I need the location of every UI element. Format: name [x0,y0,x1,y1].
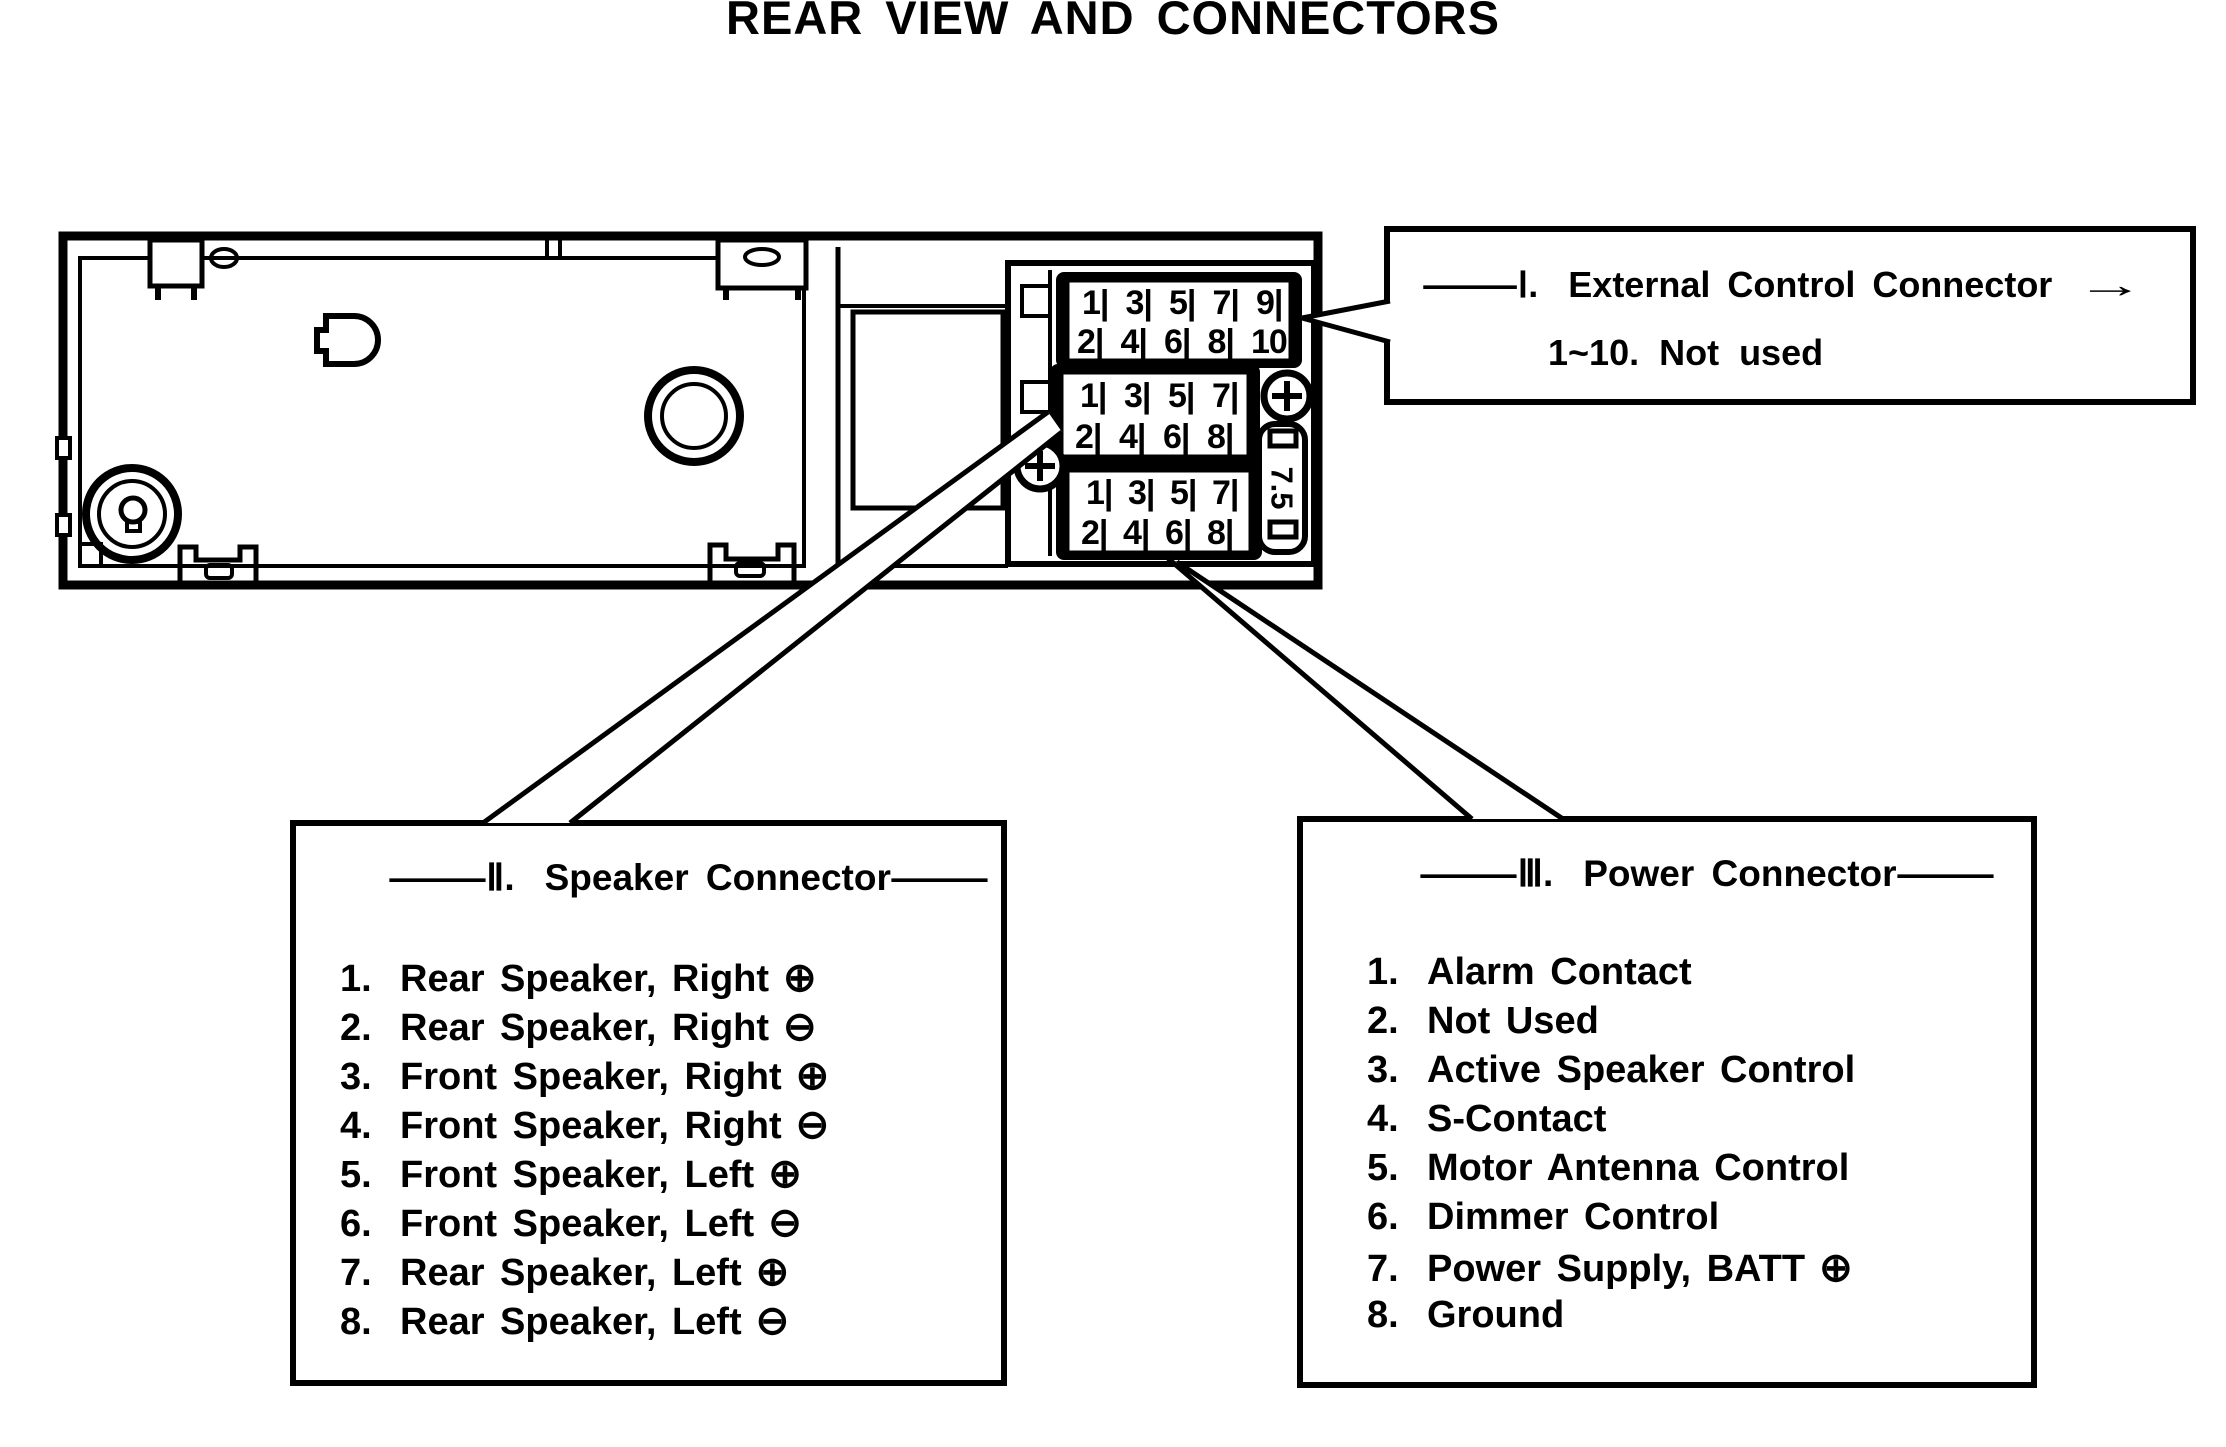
pin-description-row [340,1200,1001,1249]
legend-title-row [336,856,1041,899]
pin-description-row [1367,1196,2031,1245]
pin-description-row [340,1004,1001,1053]
d-shaped-cutout [317,316,378,364]
pin-description-row [1367,1294,2031,1343]
pin-row-number: 4. [340,1105,372,1147]
legend-note: 1~10. Not used [1548,332,1824,373]
pin-number: 10| [1251,323,1296,361]
pin-row-label: Dimmer Control [1427,1196,1720,1238]
pin-row-number: 2. [340,1007,372,1049]
plus-polarity-icon: ⊕ [755,1250,790,1294]
pin-row-number: 3. [340,1056,372,1098]
external-control-connector-legend [1384,226,2196,405]
page-title: REAR VIEW AND CONNECTORS [726,0,1500,44]
screw-icon [1264,373,1310,419]
pin-number: 1| [1086,474,1113,512]
pin-number: 5| [1170,474,1197,512]
pin-number: 4| [1120,323,1147,361]
pin-description-row [340,1249,1001,1298]
dash-decoration: — [1422,264,1517,305]
pin-row-label: S-Contact [1427,1098,1607,1140]
pin-number: 5| [1169,284,1196,322]
pin-number: 3| [1125,284,1152,322]
dash-decoration: — [1896,852,1994,894]
pin-row-label: Power Supply, BATT [1427,1248,1806,1290]
pin-number: 6| [1163,418,1190,456]
pin-number: 1| [1080,377,1107,415]
pin-number: 2| [1077,323,1104,361]
power-connector-legend [1297,816,2037,1388]
pin-number: 7| [1212,377,1239,415]
pin-number: 6| [1165,514,1192,552]
pin-row-label: Ground [1427,1294,1565,1336]
plus-polarity-icon: ⊕ [1819,1246,1853,1290]
fuse-holder [1259,424,1305,552]
pin-description-row [340,1298,1001,1347]
pin-number: 9| [1256,284,1283,322]
speaker-pin-list [340,955,1001,1347]
pin-row-number: 4. [1367,1098,1399,1140]
dash-decoration: — [389,856,486,898]
pin-row-number: 6. [1367,1196,1399,1238]
pin-row-label: Front Speaker, Right [400,1056,782,1098]
pin-number: 6| [1164,323,1191,361]
pin-row-label: Rear Speaker, Left [400,1301,742,1343]
pin-number: 8| [1207,418,1234,456]
pin-number: 4| [1119,418,1146,456]
dash-decoration: — [1420,852,1518,894]
dash-decoration: — [891,856,988,898]
legend-title-row [1343,852,2071,895]
pin-row-number: 1. [1367,951,1399,993]
legend-title: External Control Connector [1568,264,2053,305]
pin-description-row [340,1102,1001,1151]
pin-number: 3| [1128,474,1155,512]
pin-row-label: Rear Speaker, Left [400,1252,742,1294]
speaker-connector-legend [290,820,1007,1386]
pin-number: 8| [1207,323,1234,361]
pin-row-number: 3. [1367,1049,1399,1091]
pin-row-label: Motor Antenna Control [1427,1147,1850,1189]
pin-description-row [1367,1049,2031,1098]
pin-number: 3| [1124,377,1151,415]
legend-numeral: Ⅱ. [486,857,515,898]
minus-polarity-icon: ⊖ [768,1201,802,1245]
minus-polarity-icon: ⊖ [755,1299,790,1343]
pin-description-row [340,955,1001,1004]
pin-description-row [1367,951,2031,1000]
pin-description-row [1367,1098,2031,1147]
right-arrow-icon: → [2076,264,2145,305]
pin-row-label: Front Speaker, Right [400,1105,782,1147]
fuse-rating-label: 7.5 [1264,466,1300,510]
pin-row-label: Rear Speaker, Right [400,1007,770,1049]
pin-number: 8| [1207,514,1234,552]
legend-numeral: Ⅲ. [1517,853,1554,894]
pin-row-label: Not Used [1427,1000,1599,1042]
pin-row-label: Rear Speaker, Right [400,958,770,1000]
pin-row-number: 7. [340,1252,372,1294]
pin-row-number: 1. [340,958,372,1000]
mounting-tab-top-left [150,240,202,286]
pin-number: 4| [1123,514,1150,552]
legend-title-row [1390,264,2190,306]
power-pin-list [1367,951,2031,1343]
pin-row-label: Active Speaker Control [1427,1049,1856,1091]
legend-title: Power Connector [1583,852,1897,894]
pin-description-row [340,1151,1001,1200]
pin-number: 2| [1081,514,1108,552]
pin-number: 2| [1075,418,1102,456]
pin-number: 7| [1212,474,1239,512]
pin-row-label: Front Speaker, Left [400,1154,755,1196]
pin-row-number: 8. [1367,1294,1399,1336]
screw-icon [1017,443,1063,489]
pin-number: 7| [1212,284,1239,322]
pin-row-label: Alarm Contact [1427,951,1692,993]
pin-row-number: 5. [340,1154,372,1196]
plus-polarity-icon: ⊕ [783,956,817,1000]
legend-numeral: Ⅰ. [1517,264,1539,305]
pin-description-row [1367,1000,2031,1049]
pin-row-number: 2. [1367,1000,1399,1042]
minus-polarity-icon: ⊖ [795,1103,830,1147]
pin-row-number: 5. [1367,1147,1399,1189]
pin-number: 1| [1082,284,1109,322]
pin-description-row [1367,1147,2031,1196]
pin-row-number: 7. [1367,1248,1399,1290]
plus-polarity-icon: ⊕ [795,1054,830,1098]
pin-row-number: 8. [340,1301,372,1343]
plus-polarity-icon: ⊕ [768,1152,802,1196]
pin-row-label: Front Speaker, Left [400,1203,755,1245]
pin-description-row [340,1053,1001,1102]
pin-description-row [1367,1245,2031,1294]
pin-number: 5| [1168,377,1195,415]
legend-title: Speaker Connector [544,856,891,898]
minus-polarity-icon: ⊖ [783,1005,817,1049]
pin-row-number: 6. [340,1203,372,1245]
